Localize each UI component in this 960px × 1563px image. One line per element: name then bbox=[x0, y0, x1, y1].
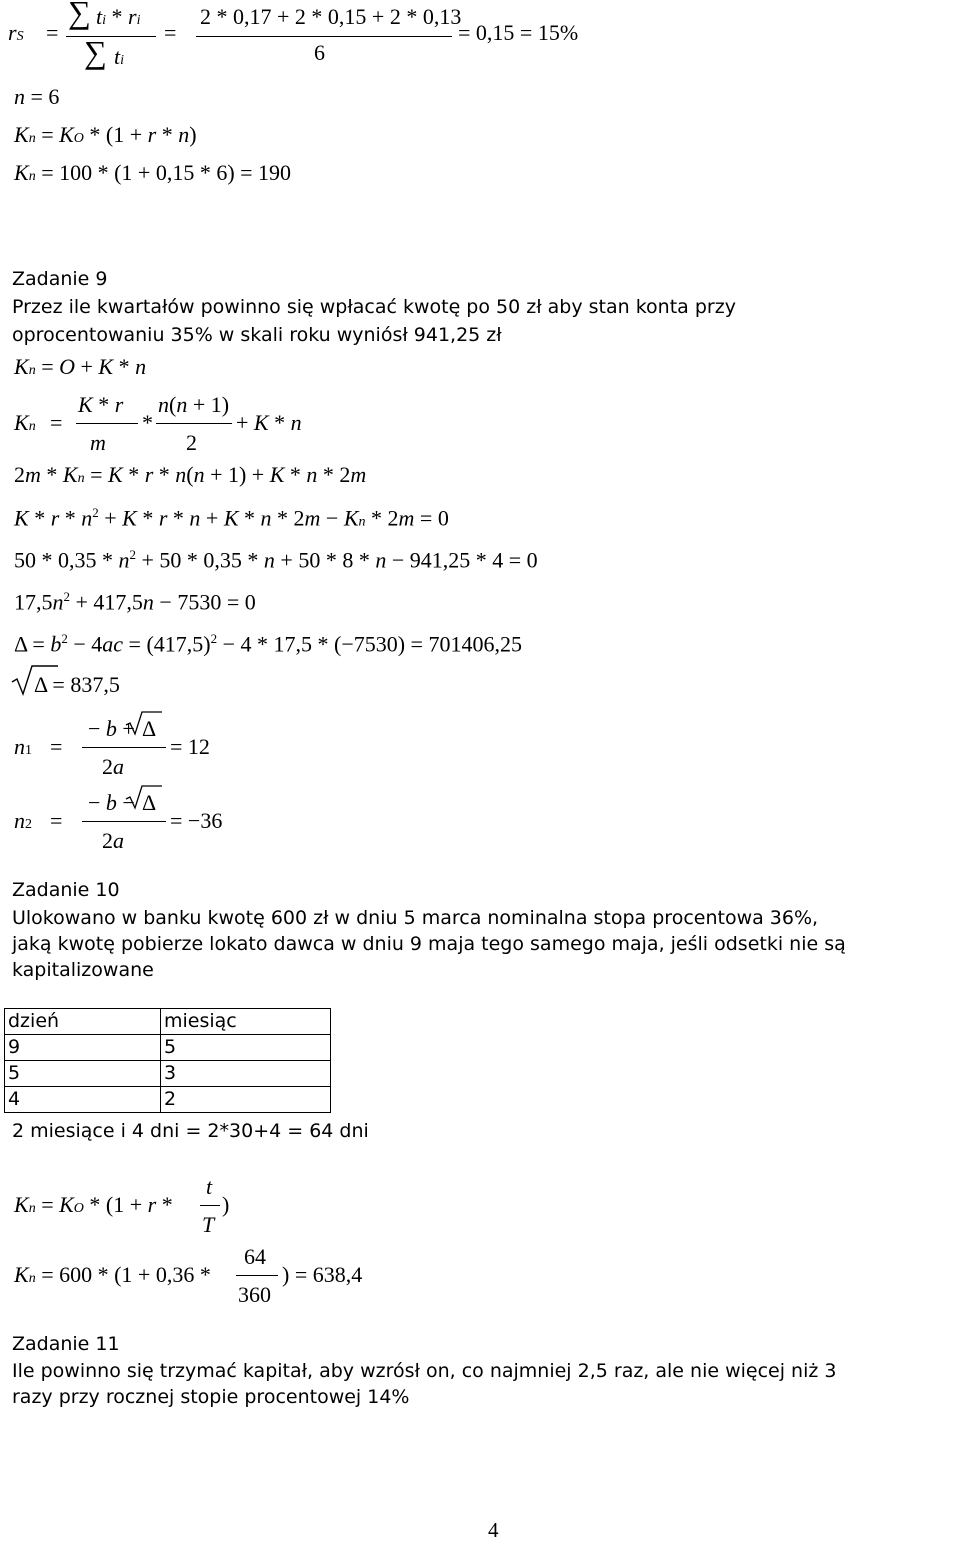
formula-delta: $\Delta = b^2 - 4ac = (417,5)^2 - 4 * 17,5 * (-7530) = 701406,25$ bbox=[14, 631, 522, 657]
zad10-text-line2: jaką kwotę pobierze lokato dawca w dniu 9 maja tego samego maja, jeśli odsetki nie są bbox=[12, 933, 846, 955]
table-header-row bbox=[5, 1009, 331, 1035]
formula-numeric: $50 * 0,35 * n^2 + 50 * 0,35 * n + 50 * 8 * n - 941,25 * 4 = 0$ bbox=[14, 547, 538, 573]
zad11-text-line2: razy przy rocznej stopie procentowej 14% bbox=[12, 1386, 410, 1408]
table-header-cell: dzień bbox=[5, 1009, 161, 1035]
table-row bbox=[5, 1087, 331, 1113]
page-number: 4 bbox=[488, 1518, 499, 1542]
zad10-text-line3: kapitalizowane bbox=[12, 959, 154, 981]
table-cell: 2 bbox=[161, 1087, 331, 1113]
formula-kn-value: Kn = 100 * (1 + 0,15 * 6) = 190 bbox=[14, 160, 292, 185]
table-header-cell: miesiąc bbox=[161, 1009, 331, 1035]
zad11-heading: Zadanie 11 bbox=[12, 1333, 120, 1355]
table-cell: 4 bbox=[5, 1087, 161, 1113]
formula-kn-sum: Kn = O + K * n bbox=[14, 354, 147, 379]
zad9-heading: Zadanie 9 bbox=[12, 268, 108, 290]
formula-n6: n = 6 bbox=[14, 84, 60, 109]
table-cell: 5 bbox=[5, 1061, 161, 1087]
zad9-text-line1: Przez ile kwartałów powinno się wpłacać kwotę po 50 zł aby stan konta przy bbox=[12, 296, 736, 318]
table-row bbox=[5, 1061, 331, 1087]
zad9-text-line2: oprocentowaniu 35% w skali roku wyniósł 941,25 zł bbox=[12, 324, 502, 346]
zad10-summary: 2 miesiące i 4 dni = 2*30+4 = 64 dni bbox=[12, 1120, 369, 1142]
formula-kn-general: Kn = KO * (1 + r * n) bbox=[14, 122, 197, 147]
zad11-text-line1: Ile powinno się trzymać kapitał, aby wzrósł on, co najmniej 2,5 raz, ale nie więcej niż 3 bbox=[12, 1360, 837, 1382]
formula-quadratic: $17,5n^2 + 417,5n - 7530 = 0$ bbox=[14, 589, 256, 615]
table-cell: 9 bbox=[5, 1035, 161, 1061]
formula-2m-kn: 2m * Kn = K * r * n(n + 1) + K * n * 2m bbox=[14, 462, 367, 487]
date-table bbox=[4, 1008, 331, 1113]
table-cell: 3 bbox=[161, 1061, 331, 1087]
zad10-text-line1: Ulokowano w banku kwotę 600 zł w dniu 5 marca nominalna stopa procentowa 36%, bbox=[12, 907, 819, 929]
formula-expanded: $K * r * n^2 + K * r * n + K * n * 2m - Kn * 2m = 0$ bbox=[14, 505, 449, 531]
zad10-heading: Zadanie 10 bbox=[12, 879, 120, 901]
table-cell: 5 bbox=[161, 1035, 331, 1061]
table-row bbox=[5, 1035, 331, 1061]
